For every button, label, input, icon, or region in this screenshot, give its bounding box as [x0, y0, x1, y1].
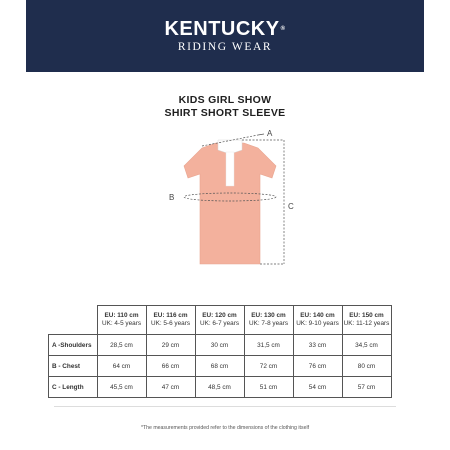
table-row: [49, 377, 392, 398]
table-cell: 72 cm: [244, 356, 293, 377]
table-cell: 76 cm: [293, 356, 342, 377]
table-row: [49, 335, 392, 356]
table-cell: 29 cm: [146, 335, 195, 356]
placket: [226, 152, 234, 186]
table-header-cell: EU: 116 cm UK: 5-6 years: [146, 306, 195, 335]
table-cell: 34,5 cm: [342, 335, 391, 356]
product-title-line2: SHIRT SHORT SLEEVE: [164, 107, 286, 119]
table-cell: 66 cm: [146, 356, 195, 377]
brand-subtitle: RIDING WEAR: [177, 41, 273, 53]
brand-logo: KENTUCKY®: [164, 18, 286, 40]
table-header-cell: EU: 120 cm UK: 6-7 years: [195, 306, 244, 335]
row-label: C - Length: [49, 377, 98, 398]
divider: [54, 406, 396, 407]
table-header-row: [49, 306, 392, 335]
footnote: *The measurements provided refer to the dimensions of the clothing itself: [140, 425, 310, 431]
label-a: A: [267, 129, 273, 138]
product-title: [0, 94, 450, 120]
table-cell: 33 cm: [293, 335, 342, 356]
label-b: B: [169, 193, 175, 202]
table-cell: 80 cm: [342, 356, 391, 377]
table-cell: 64 cm: [97, 356, 146, 377]
size-chart-table: [48, 305, 392, 398]
shirt-measurement-illustration: [150, 126, 310, 274]
product-title-line1: KIDS GIRL SHOW: [178, 94, 272, 106]
table-header-cell: EU: 140 cm UK: 9-10 years: [293, 306, 342, 335]
table-cell: 45,5 cm: [97, 377, 146, 398]
brand-header: [26, 0, 424, 72]
table-cell: 51 cm: [244, 377, 293, 398]
table-cell: 54 cm: [293, 377, 342, 398]
table-cell: 30 cm: [195, 335, 244, 356]
table-cell: 57 cm: [342, 377, 391, 398]
table-cell: 48,5 cm: [195, 377, 244, 398]
table-row: [49, 356, 392, 377]
table-cell: 31,5 cm: [244, 335, 293, 356]
label-c: C: [288, 202, 294, 211]
row-label: B - Chest: [49, 356, 98, 377]
measure-line-a-leader: [258, 134, 264, 135]
table-cell: 28,5 cm: [97, 335, 146, 356]
table-header-cell: EU: 110 cm UK: 4-5 years: [97, 306, 146, 335]
table-header-cell: EU: 130 cm UK: 7-8 years: [244, 306, 293, 335]
table-corner: [49, 306, 98, 335]
table-cell: 47 cm: [146, 377, 195, 398]
table-cell: 68 cm: [195, 356, 244, 377]
row-label: A -Shoulders: [49, 335, 98, 356]
table-header-cell: EU: 150 cm UK: 11-12 years: [342, 306, 391, 335]
